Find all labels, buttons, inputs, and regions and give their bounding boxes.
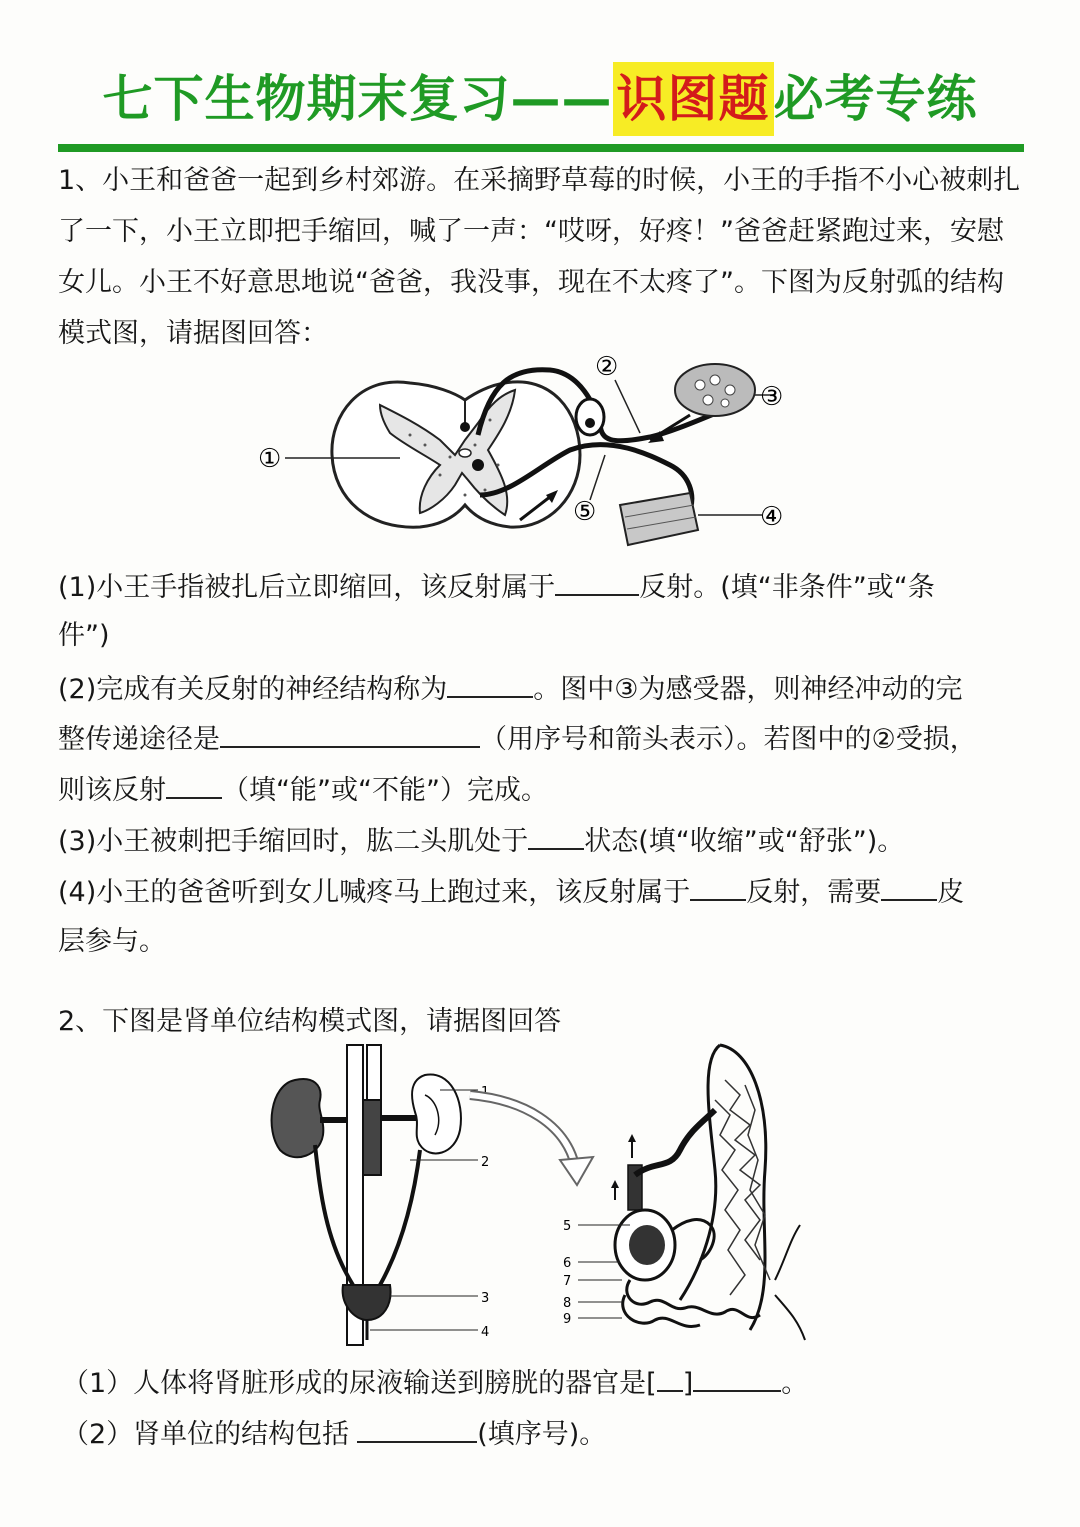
label-3: 3 <box>481 1291 490 1306</box>
q1-sub4-line2: 层参与。 <box>58 926 166 957</box>
label-1: 1 <box>481 1085 490 1100</box>
q1-sub1-line2: 件”) <box>58 620 110 651</box>
q1-sub1-line1: (1)小王手指被扎后立即缩回，该反射属于 反射。(填“非条件”或“条 <box>58 566 935 608</box>
answer-blank[interactable] <box>528 820 584 850</box>
q1-sub2-line3: 则该反射 （填“能”或“不能”）完成。 <box>58 769 548 811</box>
label-5: 5 <box>563 1219 572 1234</box>
q1-sub2-line2: 整传递途径是 （用序号和箭头表示）。若图中的②受损， <box>58 718 977 760</box>
q1-sub3: (3)小王被刺把手缩回时，肱二头肌处于 状态(填“收缩”或“舒张”)。 <box>58 820 904 862</box>
reflex-arc-figure <box>250 345 810 560</box>
label-5: ⑤ <box>573 497 597 527</box>
q2-sub1: （1）人体将肾脏形成的尿液输送到膀胱的器官是[ ] 。 <box>62 1362 808 1404</box>
answer-blank[interactable] <box>357 1413 477 1443</box>
answer-blank[interactable] <box>166 769 222 799</box>
nephron-figure <box>560 1040 810 1350</box>
answer-blank[interactable] <box>881 871 937 901</box>
page-title <box>0 62 1080 136</box>
label-1: ① <box>258 444 282 474</box>
label-3: ③ <box>760 382 784 412</box>
title-part1: 七下生物期末复习—— <box>102 70 613 128</box>
q2-intro: 2、下图是肾单位结构模式图，请据图回答 <box>58 1006 562 1037</box>
answer-blank[interactable] <box>657 1362 683 1392</box>
answer-blank[interactable] <box>220 718 480 748</box>
answer-blank[interactable] <box>693 1362 781 1392</box>
label-6: 6 <box>563 1256 572 1271</box>
label-2: ② <box>595 352 619 382</box>
answer-blank[interactable] <box>555 566 639 596</box>
label-7: 7 <box>563 1274 572 1289</box>
q1-sub4-line1: (4)小王的爸爸听到女儿喊疼马上跑过来，该反射属于 反射，需要 皮 <box>58 871 964 913</box>
title-underline <box>58 144 1024 152</box>
label-9: 9 <box>563 1312 572 1327</box>
q1-intro: 1、小王和爸爸一起到乡村郊游。在采摘野草莓的时候，小王的手指不小心被刺扎了一下，小王立即把手缩回，喊了一声：“哎呀，好疼！”爸爸赶紧跑过来，安慰女儿。小王不好意思地说“爸爸，我没事，现在不太疼了”。下图为反射弧的结构模式图，请据图回答： <box>58 165 1021 349</box>
answer-blank[interactable] <box>447 668 533 698</box>
answer-blank[interactable] <box>690 871 746 901</box>
label-4: 4 <box>481 1325 490 1340</box>
q2-sub2: （2）肾单位的结构包括 (填序号)。 <box>62 1413 606 1455</box>
label-4: ④ <box>760 502 784 532</box>
label-2: 2 <box>481 1155 490 1170</box>
q1-sub2-line1: (2)完成有关反射的神经结构称为 。图中③为感受器，则神经冲动的完 <box>58 668 962 710</box>
title-highlight: 识图题 <box>613 62 774 136</box>
title-part2: 必考专练 <box>773 70 978 128</box>
label-8: 8 <box>563 1296 572 1311</box>
